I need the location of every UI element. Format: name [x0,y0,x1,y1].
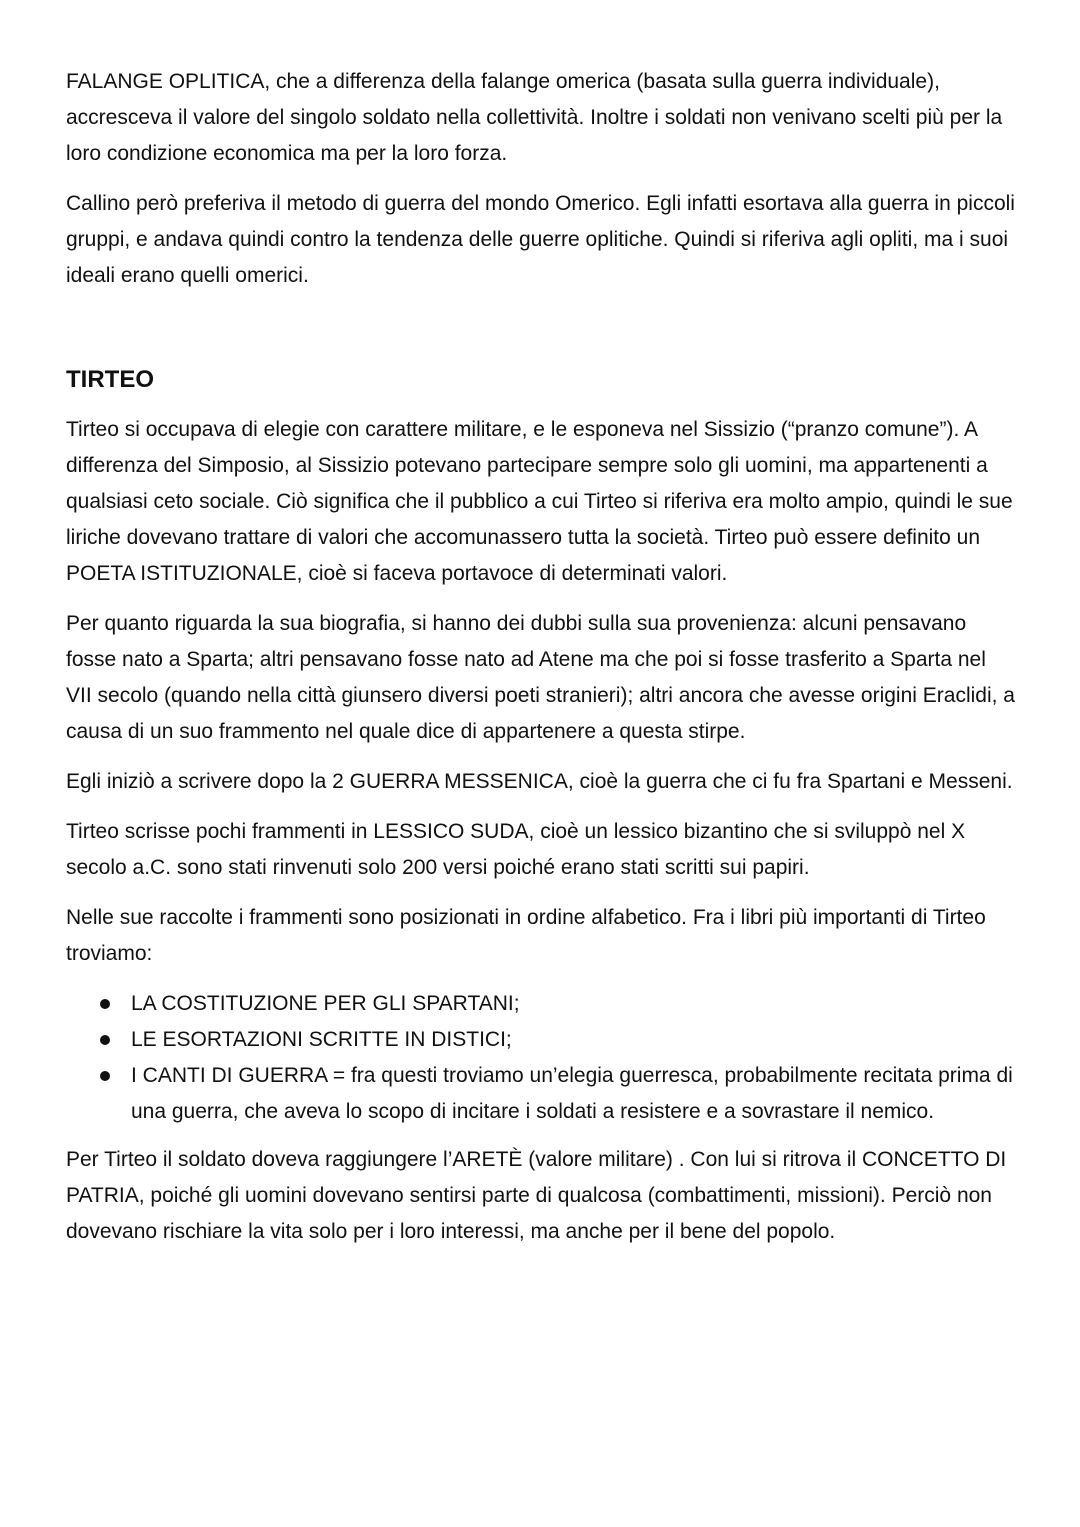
list-item [66,986,1016,1022]
paragraph-guerra-messenica: Egli iniziò a scrivere dopo la 2 GUERRA MESSENICA, cioè la guerra che ci fu fra Spartani e Messeni. [66,770,1013,793]
list-item [66,1022,1016,1058]
books-list [66,986,1016,1130]
paragraph-callino: Callino però preferiva il metodo di guerra del mondo Omerico. Egli infatti esortava alla guerra in piccoli gruppi, e andava quindi contro la tendenza delle guerre oplitiche. Quindi si riferiva agli opliti, ma i suoi ideali erano quelli omerici. [66,192,1015,287]
paragraph-falange-oplitica: FALANGE OPLITICA, che a differenza della falange omerica (basata sulla guerra individuale), accresceva il valore del singolo soldato nella collettività. Inoltre i soldati non venivano scelti più per la loro condizione economica ma per la loro forza. [66,70,1003,165]
paragraph-raccolte: Nelle sue raccolte i frammenti sono posizionati in ordine alfabetico. Fra i libri più importanti di Tirteo troviamo: [66,906,986,965]
section-spacer [66,308,1016,360]
section-heading-tirteo: TIRTEO [66,366,154,393]
document-page [66,64,1016,1264]
paragraph-arete: Per Tirteo il soldato doveva raggiungere l’ARETÈ (valore militare) . Con lui si ritrova il CONCETTO DI PATRIA, poiché gli uomini dovevano sentirsi parte di qualcosa (combattimenti, missioni). Perciò non dovevano rischiare la vita solo per i loro interessi, ma anche per il bene del popolo. [66,1148,1007,1243]
bullet-icon [100,1035,110,1045]
list-item-text: LE ESORTAZIONI SCRITTE IN DISTICI; [131,1028,512,1051]
paragraph-lessico-suda: Tirteo scrisse pochi frammenti in LESSICO SUDA, cioè un lessico bizantino che si sviluppò nel X secolo a.C. sono stati rinvenuti solo 200 versi poiché erano stati scritti sui papiri. [66,820,966,879]
bullet-icon [100,999,110,1009]
list-item-text: LA COSTITUZIONE PER GLI SPARTANI; [131,992,520,1015]
paragraph-sissizio: Tirteo si occupava di elegie con carattere militare, e le esponeva nel Sissizio (“pranzo comune”). A differenza del Simposio, al Sissizio potevano partecipare sempre solo gli uomini, ma appartenenti a qualsiasi ceto sociale. Ciò significa che il pubblico a cui Tirteo si riferiva era molto ampio, quindi le sue liriche dovevano trattare di valori che accomunassero tutta la società. Tirteo può essere definito un POETA ISTITUZIONALE, cioè si faceva portavoce di determinati valori. [66,418,1013,585]
list-item [66,1058,1016,1130]
list-item-text: I CANTI DI GUERRA = fra questi troviamo un’elegia guerresca, probabilmente recitata prima di una guerra, che aveva lo scopo di incitare i soldati a resistere e a sovrastare il nemico. [131,1064,1013,1123]
paragraph-biografia: Per quanto riguarda la sua biografia, si hanno dei dubbi sulla sua provenienza: alcuni pensavano fosse nato a Sparta; altri pensavano fosse nato ad Atene ma che poi si fosse trasferito a Sparta nel VII secolo (quando nella città giunsero diversi poeti stranieri); altri ancora che avesse origini Eraclidi, a causa di un suo frammento nel quale dice di appartenere a questa stirpe. [66,612,1015,743]
bullet-icon [100,1071,110,1081]
